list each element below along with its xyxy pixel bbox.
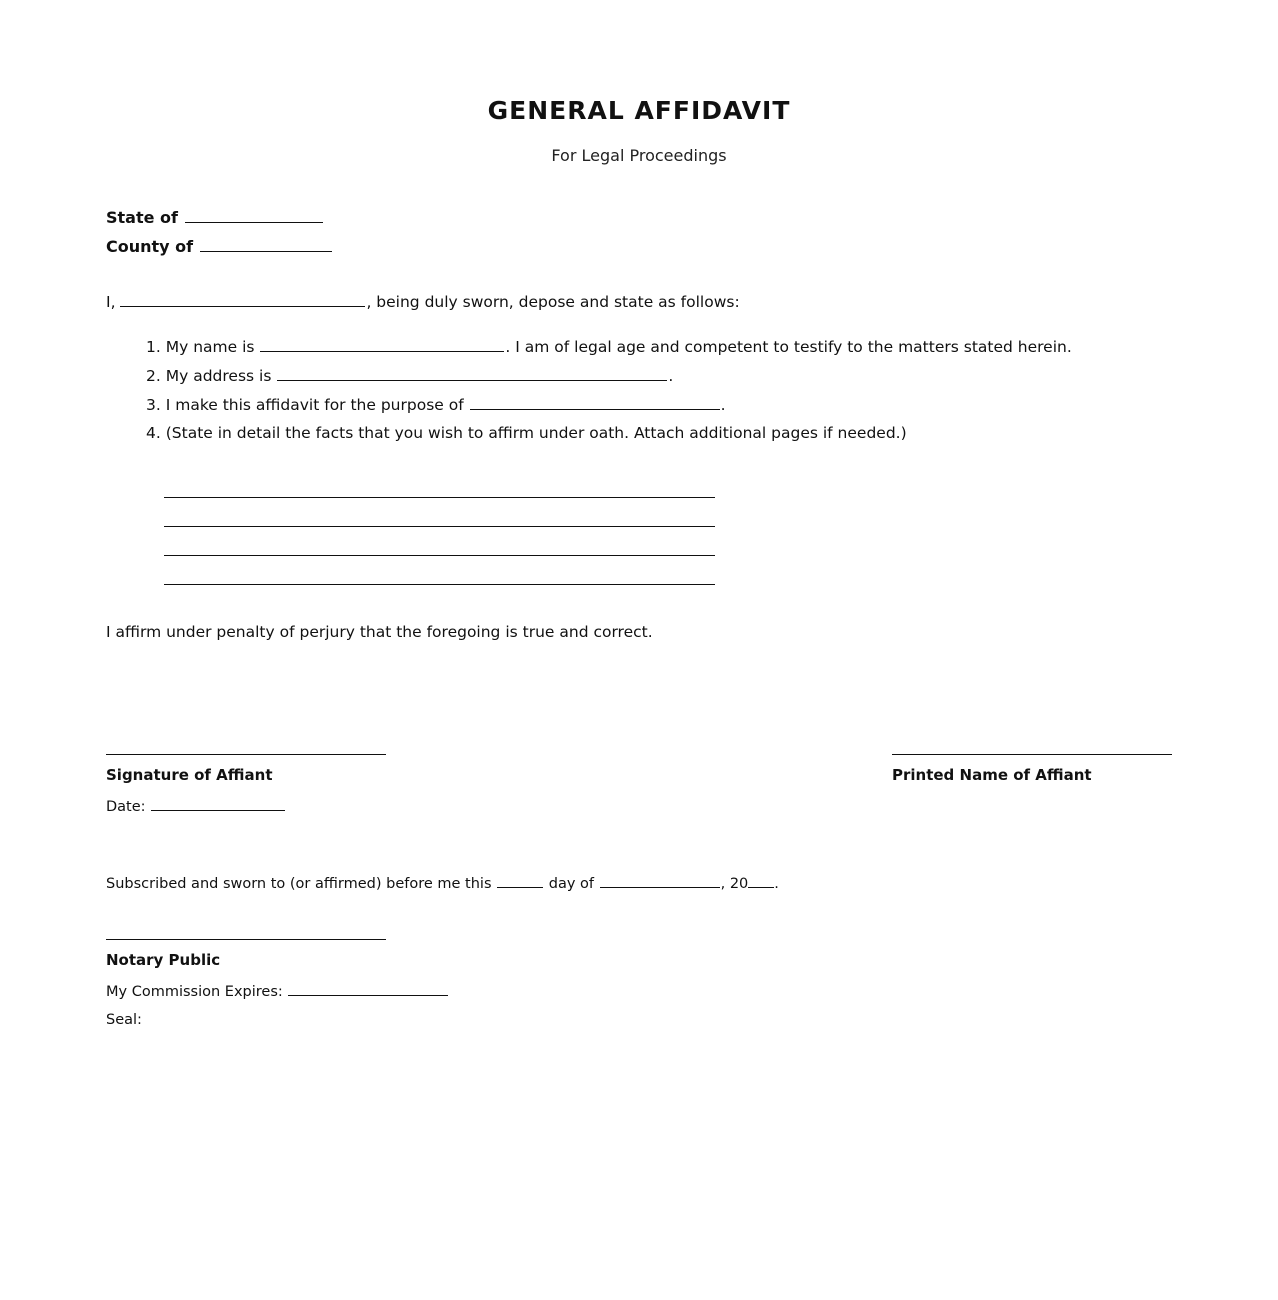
commission-expiry-field[interactable] [288, 982, 448, 996]
intro-line [106, 293, 740, 311]
facts-line-4[interactable] [164, 584, 715, 585]
facts-line-2[interactable] [164, 526, 715, 527]
printed-name-label: Printed Name of Affiant [892, 766, 1092, 784]
statement-text: My name is [165, 338, 255, 356]
statement-number: 2. [146, 367, 161, 385]
date-line [106, 797, 286, 815]
jurat-line [106, 874, 779, 892]
document-title: GENERAL AFFIDAVIT [487, 96, 791, 125]
statement-text: I make this affidavit for the purpose of [165, 396, 464, 414]
statement-item-2 [146, 367, 673, 385]
county-label: County of [106, 237, 194, 256]
year-prefix: , 20 [720, 876, 749, 892]
address-field[interactable] [277, 367, 667, 381]
statement-number: 3. [146, 396, 161, 414]
county-line [106, 237, 333, 256]
commission-line [106, 982, 449, 1000]
notary-public-label: Notary Public [106, 951, 221, 969]
affiant-name-field[interactable] [120, 293, 365, 307]
county-field[interactable] [200, 238, 332, 252]
seal-label: Seal: [106, 1012, 142, 1028]
facts-line-3[interactable] [164, 555, 715, 556]
year-field[interactable] [748, 874, 774, 888]
day-field[interactable] [497, 874, 543, 888]
statement-number: 4. [146, 424, 161, 442]
commission-label: My Commission Expires: [106, 984, 283, 1000]
state-label: State of [106, 208, 178, 227]
affirmation-statement: I affirm under penalty of perjury that the foregoing is true and correct. [106, 623, 653, 641]
intro-prefix: I, [106, 293, 116, 311]
signature-label: Signature of Affiant [106, 766, 273, 784]
statement-text-after: . [720, 396, 726, 414]
date-field[interactable] [151, 797, 285, 811]
signature-line[interactable] [106, 754, 386, 755]
name-field[interactable] [260, 338, 504, 352]
facts-line-1[interactable] [164, 497, 715, 498]
statement-text: (State in detail the facts that you wish to affirm under oath. Attach additional pages if needed.) [165, 424, 907, 442]
printed-name-line[interactable] [892, 754, 1172, 755]
statement-number: 1. [146, 338, 161, 356]
jurat-prefix: Subscribed and sworn to (or affirmed) before me this [106, 876, 492, 892]
day-of-label: day of [548, 876, 594, 892]
purpose-field[interactable] [470, 396, 720, 410]
statement-text-after: . [668, 367, 674, 385]
statement-item-3 [146, 396, 726, 414]
document-subtitle: For Legal Proceedings [551, 146, 727, 165]
date-label: Date: [106, 799, 146, 815]
state-line [106, 208, 324, 227]
state-field[interactable] [185, 209, 323, 223]
statement-text-after: . I am of legal age and competent to testify to the matters stated herein. [505, 338, 1072, 356]
statement-item-1 [146, 338, 1072, 356]
statement-text: My address is [165, 367, 272, 385]
intro-suffix: , being duly sworn, depose and state as follows: [366, 293, 740, 311]
notary-signature-line[interactable] [106, 939, 386, 940]
month-field[interactable] [600, 874, 720, 888]
jurat-suffix: . [774, 876, 779, 892]
statement-item-4 [146, 424, 907, 442]
